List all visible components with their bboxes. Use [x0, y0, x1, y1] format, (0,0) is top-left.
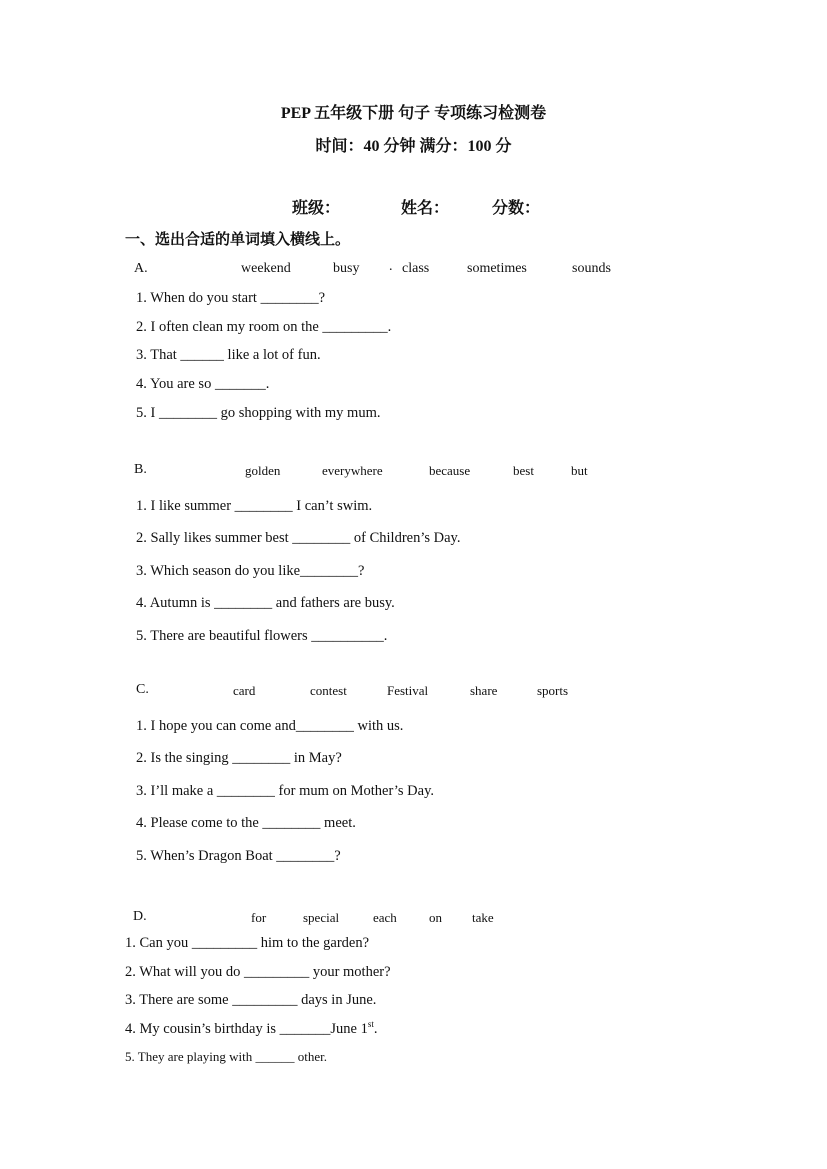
question: 2. Is the singing ________ in May?: [136, 750, 342, 766]
word-option: best: [513, 463, 534, 478]
word-option: sports: [537, 683, 569, 698]
word-option: Festival: [387, 683, 429, 698]
word-option: each: [373, 910, 397, 925]
time-score-info: 时间：40 分钟 满分：100 分: [315, 138, 512, 155]
question: 5. They are playing with ______ other.: [125, 1049, 327, 1064]
question-text: 4. My cousin’s birthday is _______June 1: [125, 1021, 368, 1037]
word-option: busy: [333, 261, 360, 276]
word-option: for: [251, 910, 267, 925]
word-option: because: [429, 463, 471, 478]
question: 2. Sally likes summer best ________ of Children’s Day.: [136, 530, 461, 546]
question: 3. There are some _________ days in June.: [125, 992, 377, 1008]
question: 3. I’ll make a ________ for mum on Mother’s Day.: [136, 783, 435, 799]
question: 2. I often clean my room on the _________.: [136, 319, 392, 335]
group-a-label: A.: [134, 261, 148, 276]
ordinal-suffix: st: [367, 1019, 374, 1030]
word-option: sounds: [572, 261, 611, 276]
word-option: .: [389, 259, 393, 274]
word-option: everywhere: [322, 463, 383, 478]
word-option: share: [470, 683, 498, 698]
section-title: 一、选出合适的单词填入横线上。: [125, 232, 351, 248]
question: 1. When do you start ________?: [136, 290, 326, 306]
word-option: take: [472, 910, 494, 925]
word-option: special: [303, 910, 340, 925]
page-title: PEP 五年级下册 句子 专项练习检测卷: [280, 105, 547, 122]
question-end: .: [373, 1021, 378, 1037]
question: 2. What will you do _________ your mother?: [125, 964, 391, 980]
group-c-label: C.: [136, 682, 149, 697]
question: 1. Can you _________ him to the garden?: [125, 935, 370, 951]
question: 4. Please come to the ________ meet.: [136, 815, 356, 831]
question: 1. I like summer ________ I can’t swim.: [136, 498, 373, 514]
question: 3. Which season do you like________?: [136, 563, 365, 579]
name-label: 姓名：: [401, 200, 450, 217]
question: 1. I hope you can come and________ with us.: [136, 718, 404, 734]
group-b-label: B.: [134, 462, 147, 477]
question: 5. I ________ go shopping with my mum.: [136, 405, 381, 421]
word-option: sometimes: [467, 261, 527, 276]
score-label: 分数：: [492, 200, 541, 217]
question: 4. You are so _______.: [136, 376, 270, 392]
question: 5. There are beautiful flowers __________.: [136, 628, 388, 644]
word-option: on: [429, 910, 442, 925]
group-d-label: D.: [133, 909, 147, 924]
class-label: 班级：: [292, 200, 341, 217]
question: 3. That ______ like a lot of fun.: [136, 347, 321, 363]
word-option: golden: [245, 463, 281, 478]
word-option: card: [233, 683, 256, 698]
question: 4. Autumn is ________ and fathers are busy.: [136, 595, 395, 611]
question: 5. When’s Dragon Boat ________?: [136, 848, 341, 864]
word-option: but: [571, 463, 588, 478]
word-option: class: [402, 261, 430, 276]
word-option: contest: [310, 683, 347, 698]
word-option: weekend: [241, 261, 291, 276]
question: [125, 1021, 378, 1038]
